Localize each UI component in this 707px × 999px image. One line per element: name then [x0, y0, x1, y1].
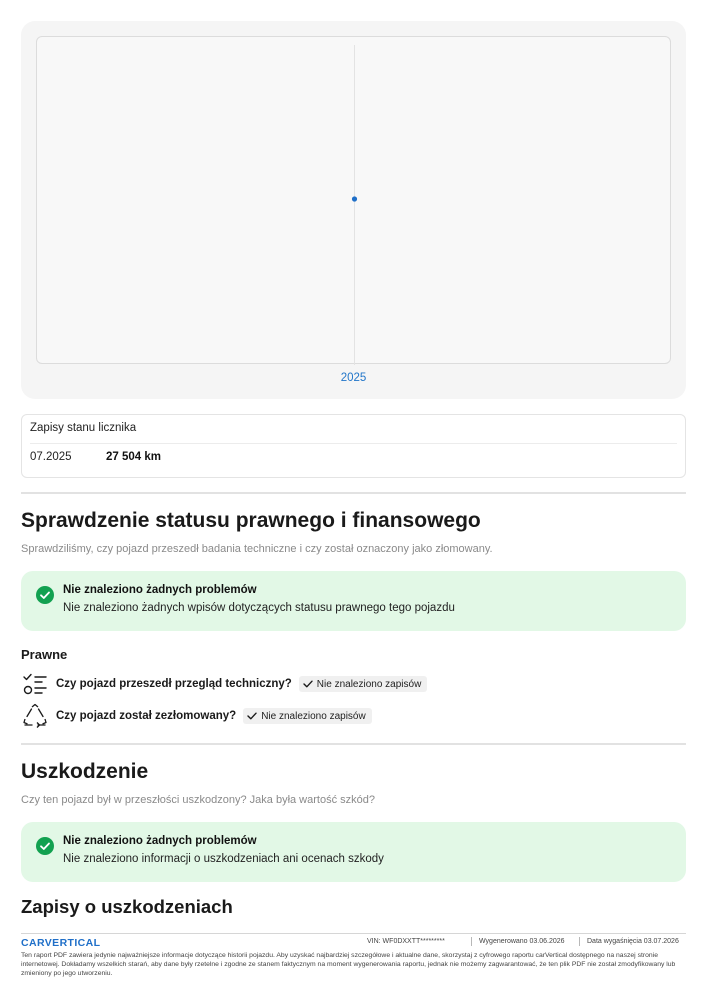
section-divider	[21, 743, 686, 745]
legal-result-box	[21, 571, 686, 631]
damage-result-text: Nie znaleziono informacji o uszkodzeniach ani ocenach szkody	[63, 853, 384, 865]
footer-divider	[21, 933, 686, 934]
no-records-badge-label: Nie znaleziono zapisów	[316, 678, 422, 690]
no-records-badge-label: Nie znaleziono zapisów	[261, 710, 366, 722]
odometer-record-mileage: 27 504 km	[106, 451, 161, 463]
footer-vin: VIN: WF0DXXTT*********	[367, 938, 445, 945]
check-circle-icon	[36, 586, 54, 604]
odometer-records-table	[21, 414, 686, 478]
scrapped-question: Czy pojazd został zezłomowany?	[56, 710, 237, 722]
odometer-chart-card	[21, 21, 686, 399]
divider	[30, 443, 677, 444]
footer-disclaimer: Ten raport PDF zawiera jedynie najważniejsze informacje dotyczące historii pojazdu. Aby uzyskać najbardziej szczegółowe i aktualne dane, skorzystaj z cyfrowego raportu carVertical dostępnego na naszej stronie internetowej. Dokładamy wszelkich starań, aby dane były rzetelne i zgodne ze stanem faktycznym na moment wygenerowania raportu, jednak nie możemy zagwarantować, że ten plik PDF nie został zmodyfikowany lub zmieniony po jego utworzeniu.	[21, 952, 676, 977]
odometer-chart	[37, 37, 672, 365]
damage-section-subtitle: Czy ten pojazd był w przeszłości uszkodzony? Jaka była wartość szkód?	[21, 794, 375, 806]
recycle-icon	[21, 703, 49, 729]
odometer-record-date: 07.2025	[30, 451, 72, 463]
footer-separator	[579, 937, 580, 946]
check-icon	[247, 712, 257, 720]
footer-separator	[471, 937, 472, 946]
inspection-question-row	[21, 671, 427, 697]
odometer-chart-area	[36, 36, 671, 364]
legal-result-title: Nie znaleziono żadnych problemów	[63, 584, 257, 596]
legal-result-text: Nie znaleziono żadnych wpisów dotyczących statusu prawnego tego pojazdu	[63, 602, 455, 614]
legal-group-label: Prawne	[21, 647, 68, 662]
damage-records-title: Zapisy o uszkodzeniach	[21, 896, 233, 917]
damage-section-title: Uszkodzenie	[21, 760, 149, 783]
carvertical-logo: CARVERTICAL	[21, 937, 101, 949]
chart-x-tick-label: 2025	[340, 372, 367, 384]
damage-result-box	[21, 822, 686, 882]
check-icon	[303, 680, 313, 688]
section-divider	[21, 492, 686, 494]
damage-result-title: Nie znaleziono żadnych problemów	[63, 835, 257, 847]
footer-expiry-date: Data wygaśnięcia 03.07.2026	[587, 938, 679, 945]
no-records-badge	[299, 676, 428, 692]
chart-data-point	[352, 196, 357, 201]
scrapped-question-row	[21, 703, 372, 729]
check-circle-icon	[36, 837, 54, 855]
odometer-records-title: Zapisy stanu licznika	[30, 422, 137, 434]
no-records-badge	[243, 708, 372, 724]
legal-section-title: Sprawdzenie statusu prawnego i finansowego	[21, 509, 481, 532]
checklist-icon	[21, 671, 49, 697]
inspection-question: Czy pojazd przeszedł przegląd techniczny?	[56, 678, 292, 690]
legal-section-subtitle: Sprawdziliśmy, czy pojazd przeszedł badania techniczne i czy został oznaczony jako złomowany.	[21, 543, 493, 555]
footer-generated-date: Wygenerowano 03.06.2026	[479, 938, 565, 945]
